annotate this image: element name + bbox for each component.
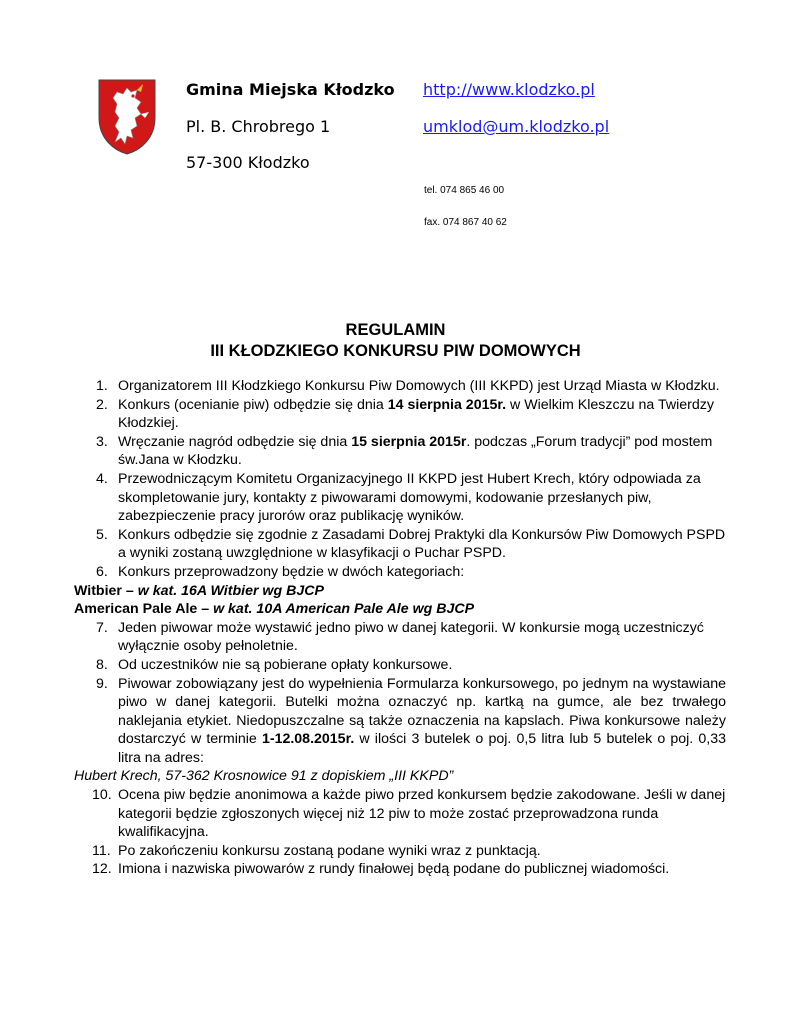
category-name: Witbier –: [74, 582, 138, 599]
category-desc: w kat. 16A Witbier wg BJCP: [137, 582, 324, 599]
website-link[interactable]: http://www.klodzko.pl: [423, 80, 595, 99]
contest-date: 14 sierpnia 2015r.: [387, 396, 507, 413]
item-text: Od uczestników nie są pobierane opłaty konkursowe.: [118, 656, 453, 673]
item-number: 4.: [96, 470, 108, 487]
item-text: Po zakończeniu konkursu zostaną podane wyniki wraz z punktacją.: [118, 842, 541, 859]
street-address: Pl. B. Chrobrego 1: [186, 117, 331, 136]
item-text: w ilości 3 butelek o poj. 0,5 litra lub 5 butelek o poj. 0,33 litra na adres:: [118, 731, 726, 766]
item-number: 1.: [96, 378, 108, 394]
item-text: Wręczanie nagród odbędzie się dnia: [118, 433, 352, 450]
list-item: [74, 526, 726, 563]
list-item: [74, 619, 726, 656]
item-number: 5.: [96, 526, 108, 543]
list-item: [74, 656, 726, 675]
list-item: [74, 675, 726, 768]
list-item: [74, 470, 726, 526]
fax-number: fax. 074 867 40 62: [424, 217, 507, 228]
email-link[interactable]: umklod@um.klodzko.pl: [423, 117, 610, 136]
item-number: 6.: [96, 563, 108, 580]
list-item: [74, 563, 726, 582]
list-item: [74, 433, 726, 470]
item-text: Piwowar zobowiązany jest do wypełnienia Formularza konkursowego, po jednym na wystawiane piwo w danej kategorii. Butelki można oznaczyć np. kartką na gumce, ale bez trwałego naklejania etykiet. Niedopuszczalne są także oznaczenia na kapslach. Piwa konkursowe należy dostarczyć w terminie: [118, 675, 726, 748]
item-number: 11.: [92, 842, 111, 859]
item-number: 3.: [96, 433, 108, 450]
item-text: Konkurs przeprowadzony będzie w dwóch kategoriach:: [118, 563, 465, 580]
item-number: 2.: [96, 396, 108, 413]
category-desc: w kat. 10A American Pale Ale wg BJCP: [213, 601, 475, 618]
item-text: Imiona i nazwiska piwowarów z rundy finałowej będą podane do publicznej wiadomości.: [118, 861, 670, 878]
item-number: 8.: [96, 656, 108, 673]
item-number: 12.: [92, 861, 112, 878]
item-number: 7.: [96, 619, 108, 636]
awards-date: 15 sierpnia 2015r: [351, 433, 467, 450]
list-item: [74, 786, 726, 842]
category-name: American Pale Ale –: [74, 601, 214, 618]
rules-list: [74, 377, 726, 879]
item-text: Organizatorem III Kłodzkiego Konkursu Piw Domowych (III KKPD) jest Urząd Miasta w Kłodzku.: [118, 378, 720, 394]
red-shield-with-white-lion-icon: [97, 78, 157, 156]
category-witbier: [74, 582, 726, 601]
item-number: 9.: [96, 675, 108, 692]
list-item: [74, 377, 726, 396]
item-text: Konkurs (ocenianie piw) odbędzie się dnia: [118, 396, 388, 413]
city-address: 57-300 Kłodzko: [186, 153, 310, 172]
item-text: Ocena piw będzie anonimowa a każde piwo przed konkursem będzie zakodowane. Jeśli w danej kategorii będzie zgłoszonych więcej niż 12 piw to może zostać przeprowadzona runda kwalifikacyjna.: [118, 787, 726, 841]
municipality-name: Gmina Miejska Kłodzko: [186, 80, 395, 99]
list-item: [74, 842, 726, 861]
item-text: w Wielkim Kleszczu na Twierdzy Kłodzkiej.: [118, 396, 714, 432]
category-apa: [74, 600, 726, 619]
item-number: 10.: [92, 787, 112, 804]
list-item: [74, 860, 726, 879]
item-text: Konkurs odbędzie się zgodnie z Zasadami Dobrej Praktyki dla Konkursów Piw Domowych PSPD a wyniki zostaną uwzględnione w klasyfikacji o Puchar PSPD.: [118, 526, 726, 562]
list-item: [74, 396, 726, 433]
item-text: Jeden piwowar może wystawić jedno piwo w danej kategorii. W konkursie mogą uczestniczyć wyłącznie osoby pełnoletnie.: [118, 619, 704, 655]
phone-number: tel. 074 865 46 00: [424, 185, 505, 196]
item-text: Przewodniczącym Komitetu Organizacyjnego II KKPD jest Hubert Krech, który odpowiada za skompletowanie jury, kontakty z piwowarami domowymi, kodowanie przesłanych piw, zabezpieczenie pracy jurorów oraz publikację wyników.: [118, 470, 701, 525]
delivery-address: Hubert Krech, 57-362 Krosnowice 91 z dopiskiem „III KKPD”: [74, 768, 454, 785]
doc-title: REGULAMIN: [345, 321, 446, 339]
doc-subtitle: III KŁODZKIEGO KONKURSU PIW DOMOWYCH: [210, 342, 581, 360]
delivery-dates: 1-12.08.2015r.: [261, 731, 355, 748]
item-text: . podczas „Forum tradycji” pod mostem św.Jana w Kłodzku.: [118, 433, 713, 469]
